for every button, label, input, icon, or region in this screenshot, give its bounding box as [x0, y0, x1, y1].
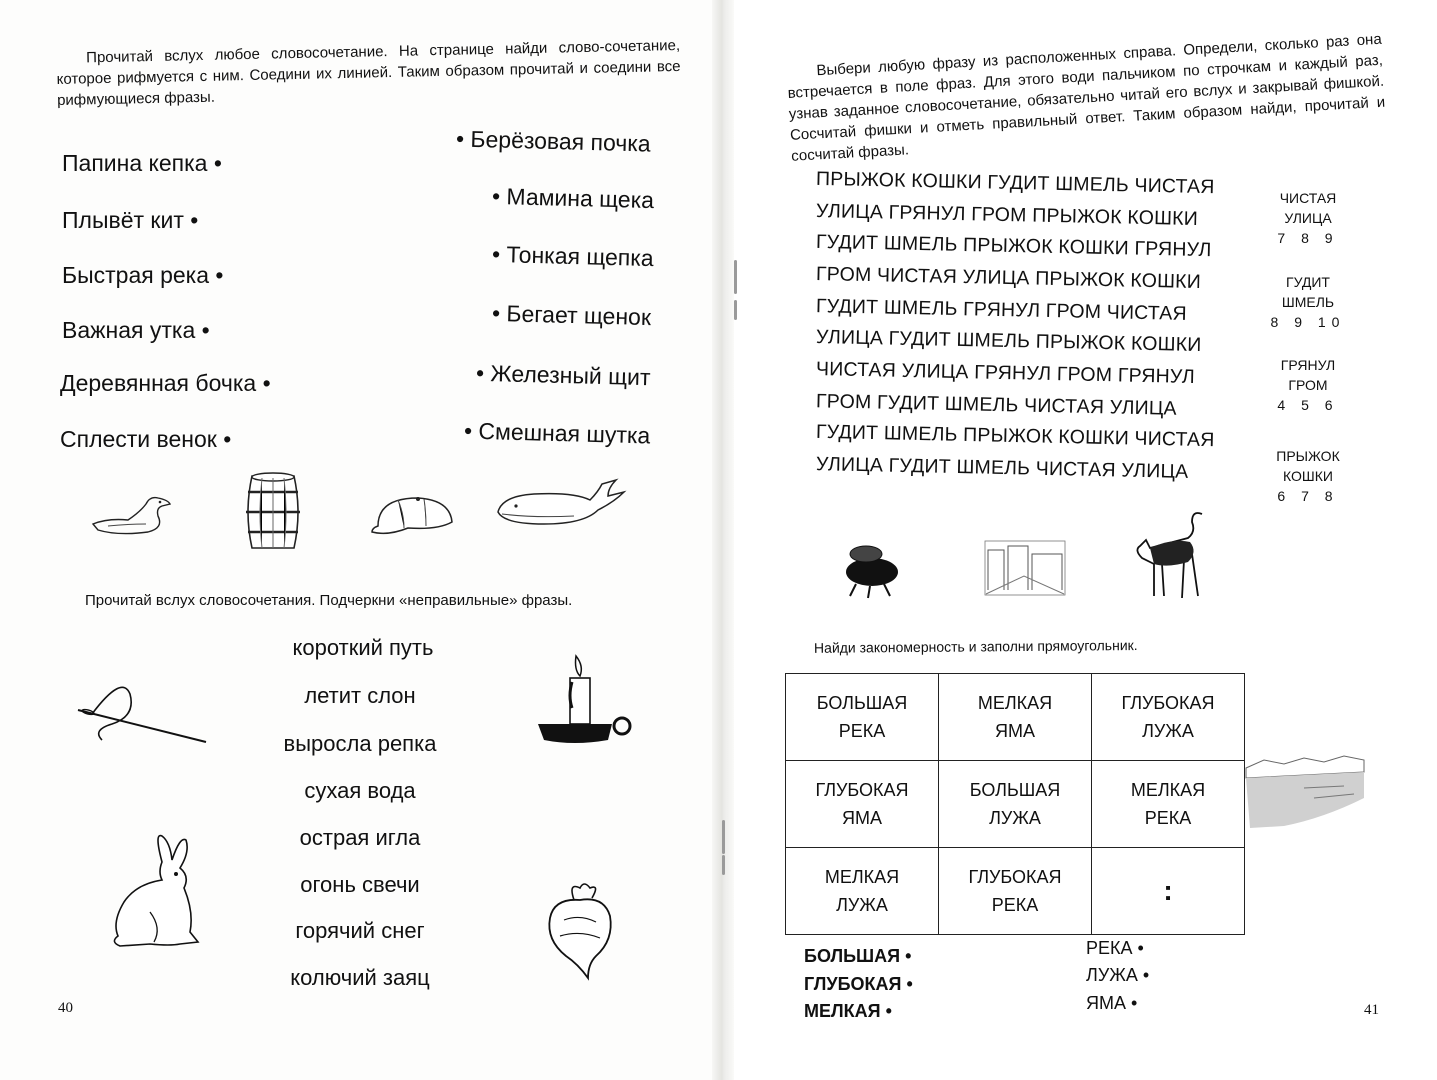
phrase-right-6: • Смешная шутка	[463, 417, 651, 449]
river-icon	[1244, 748, 1366, 830]
needle-icon	[72, 684, 212, 750]
answer-option-3: ГРЯНУЛ ГРОМ 4 5 6	[1277, 357, 1339, 413]
whale-icon	[494, 476, 628, 534]
phrase-field-line-8: ГРОМ ГУДИТ ШМЕЛЬ ЧИСТАЯ УЛИЦА	[815, 390, 1177, 420]
street-icon	[984, 540, 1066, 596]
phrase-field-line-3: ГУДИТ ШМЕЛЬ ПРЫЖОК КОШКИ ГРЯНУЛ	[815, 230, 1212, 262]
instruction-rhymes: Прочитай вслух любое словосочетание. На странице найди слово-сочетание, которое рифмуется с ним. Соедини их линией. Таким образом прочитай и соедини все рифмующиеся фразы.	[56, 36, 681, 109]
word-pair-6: огонь свечи	[300, 872, 420, 897]
phrase-field-line-7: ЧИСТАЯ УЛИЦА ГРЯНУЛ ГРОМ ГРЯНУЛ	[815, 358, 1196, 388]
barrel-icon	[244, 472, 302, 552]
pattern-cell: БОЛЬШАЯ ЛУЖА	[939, 761, 1092, 848]
noun-2[interactable]: ЛУЖА •	[1086, 965, 1150, 985]
phrase-field-line-9: ГУДИТ ШМЕЛЬ ПРЫЖОК КОШКИ ЧИСТАЯ	[815, 420, 1215, 452]
instruction-wrong-phrases: Прочитай вслух словосочетания. Подчеркни «неправильные» фразы.	[85, 592, 573, 609]
word-pair-2: летит слон	[304, 683, 416, 708]
pattern-cell-empty[interactable]: :	[1092, 848, 1245, 935]
right-page	[722, 0, 1437, 1080]
phrase-right-5: • Железный щит	[475, 359, 651, 391]
cap-icon	[368, 490, 458, 540]
phrase-left-3: Быстрая река •	[62, 262, 224, 288]
pattern-cell: ГЛУБОКАЯ ЛУЖА	[1092, 674, 1245, 761]
pattern-cell: БОЛЬШАЯ РЕКА	[786, 674, 939, 761]
phrase-left-5: Деревянная бочка •	[60, 370, 271, 396]
word-pair-7: горячий снег	[295, 918, 425, 943]
page-number-left: 40	[58, 1000, 73, 1016]
adjective-2[interactable]: ГЛУБОКАЯ •	[804, 974, 913, 994]
word-pair-5: острая игла	[299, 825, 421, 850]
phrase-left-6: Сплести венок •	[60, 426, 232, 452]
pattern-table	[785, 673, 1245, 935]
pattern-cell: МЕЛКАЯ ЛУЖА	[786, 848, 939, 935]
word-pair-8: колючий заяц	[290, 965, 430, 990]
pattern-row	[786, 761, 1245, 848]
bumblebee-icon	[836, 540, 908, 598]
noun-1[interactable]: РЕКА •	[1086, 938, 1144, 958]
adjective-3[interactable]: МЕЛКАЯ •	[804, 1001, 892, 1021]
answer-option-4: ПРЫЖОК КОШКИ 6 7 8	[1276, 448, 1340, 504]
phrase-field-line-1: ПРЫЖОК КОШКИ ГУДИТ ШМЕЛЬ ЧИСТАЯ	[815, 167, 1215, 199]
instruction-pattern: Найди закономерность и заполни прямоугольник.	[813, 637, 1138, 656]
phrase-field-line-4: ГРОМ ЧИСТАЯ УЛИЦА ПРЫЖОК КОШКИ	[815, 262, 1202, 294]
page-number-right: 41	[1364, 1002, 1379, 1018]
duck-icon	[88, 490, 178, 540]
pattern-cell: МЕЛКАЯ ЯМА	[939, 674, 1092, 761]
phrase-left-1: Папина кепка •	[62, 150, 222, 176]
phrase-right-4: • Бегает щенок	[491, 299, 652, 331]
word-pair-4: сухая вода	[304, 778, 416, 803]
noun-3[interactable]: ЯМА •	[1086, 993, 1138, 1013]
adjective-1[interactable]: БОЛЬШАЯ •	[804, 946, 912, 966]
phrase-right-2: • Мамина щека	[491, 182, 655, 214]
phrase-field-line-5: ГУДИТ ШМЕЛЬ ГРЯНУЛ ГРОМ ЧИСТАЯ	[815, 295, 1187, 325]
cat-icon	[1132, 508, 1208, 602]
answer-option-2: ГУДИТ ШМЕЛЬ 8 9 10	[1270, 274, 1346, 330]
pattern-cell: МЕЛКАЯ РЕКА	[1092, 761, 1245, 848]
phrase-left-2: Плывёт кит •	[62, 207, 199, 233]
phrase-field-line-2: УЛИЦА ГРЯНУЛ ГРОМ ПРЫЖОК КОШКИ	[815, 200, 1199, 230]
pattern-cell: ГЛУБОКАЯ РЕКА	[939, 848, 1092, 935]
candle-icon	[534, 652, 634, 748]
beet-icon	[544, 880, 616, 980]
answer-option-1: ЧИСТАЯ УЛИЦА 7 8 9	[1277, 190, 1339, 246]
phrase-right-3: • Тонкая щепка	[491, 240, 655, 272]
pattern-row	[786, 848, 1245, 935]
hare-icon	[110, 832, 202, 952]
phrase-right-1: • Берёзовая почка	[455, 125, 652, 157]
phrase-field-line-6: УЛИЦА ГУДИТ ШМЕЛЬ ПРЫЖОК КОШКИ	[815, 325, 1202, 357]
phrase-left-4: Важная утка •	[62, 317, 210, 343]
phrase-field-line-10: УЛИЦА ГУДИТ ШМЕЛЬ ЧИСТАЯ УЛИЦА	[815, 453, 1189, 483]
pattern-cell: ГЛУБОКАЯ ЯМА	[786, 761, 939, 848]
word-pair-3: выросла репка	[283, 731, 437, 756]
word-pair-1: короткий путь	[292, 635, 434, 660]
instruction-count-phrases: Выбери любую фразу из расположенных справа. Определи, сколько раз она встречается в поле фраз. Для этого води пальчиком по строчкам и каждый раз, узнав заданное словосочетание, обязательно читай его вслух и закрывай фишкой. Сосчитай фишки и отметь правильный ответ. Таким образом найди, прочитай и сосчитай фразы.	[787, 30, 1386, 165]
pattern-row	[786, 674, 1245, 761]
